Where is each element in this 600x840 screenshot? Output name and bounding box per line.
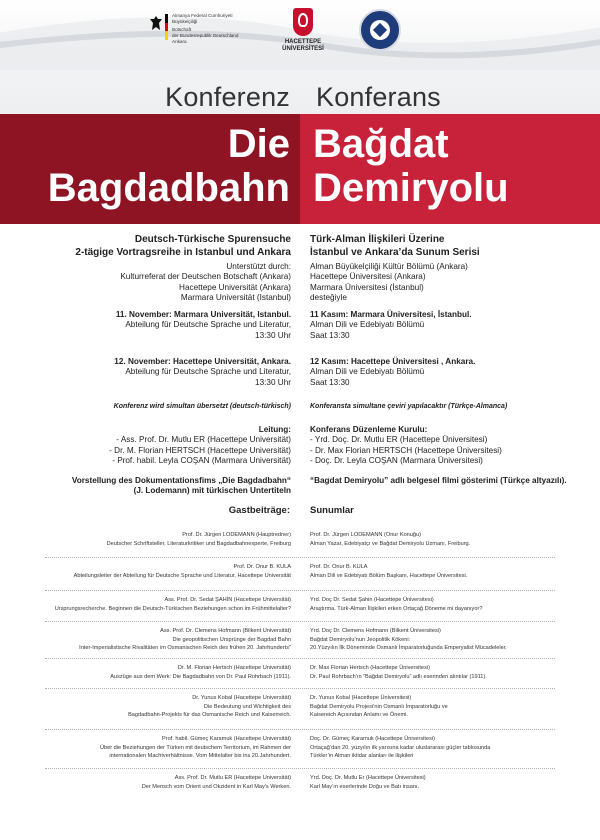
speaker-de-name: Ass. Prof. Dr. Mutlu ER (Hacettepe Universität) xyxy=(174,775,291,781)
embassy-line: Büyükelçiliği xyxy=(172,19,198,24)
embassy-line: Ankara xyxy=(172,39,187,44)
speaker-de-text: Über die Beziehungen der Türken mit deutschem Territorium, im Rahmen der xyxy=(99,744,291,751)
speaker-de-text: internationalen Machtverhältnisse. Vom Mittelalter bis ins 20.Jahrhundert. xyxy=(109,753,291,760)
hacettepe-name-line: ÜNİVERSİTESİ xyxy=(282,46,324,52)
speaker-tr-text: Dr. Paul Rohrbach’ın “Bağdat Demiryolu” adlı eserinden alıntılar (1911). xyxy=(310,673,487,680)
speaker-de-name: Dr. M. Florian Hertsch (Hacettepe Universität) xyxy=(177,665,291,671)
speaker-de-text: Abteilungsleiter der Abteilung für Deutsche Sprache und Literatur, Hacettepe Universität xyxy=(73,572,291,579)
main-title-de-line1: Die xyxy=(227,122,290,166)
speaker-de-text: Der Mensch vom Orient und Okzident in Karl May's Werken. xyxy=(141,783,291,790)
speaker-tr-name: Yrd. Doç. Dr. Mutlu Er (Hacettepe Üniversitesi) xyxy=(310,775,426,781)
speaker-tr-text: Alman Yazar, Edebiyatçı ve Bağdat Demiryolu Uzmanı, Freiburg. xyxy=(310,540,471,547)
support-tr-line: Marmara Üniversitesi (İstanbul) xyxy=(310,282,424,292)
film-tr xyxy=(310,476,572,486)
lead-tr: - Dr. Max Florian HERTSCH (Hacettepe Üniversitesi) xyxy=(310,445,502,455)
speaker-de-name: Ass. Prof. Dr. Clemens Hofmann (Bilkent Universität) xyxy=(160,628,291,634)
speaker-de xyxy=(40,735,291,761)
speaker-tr xyxy=(310,596,572,613)
film-tr-line: “Bagdat Demiryolu” adlı belgesel filmi gösterimi (Türkçe altyazılı). xyxy=(310,476,567,485)
support-de-line: Unterstützt durch: xyxy=(226,262,291,271)
embassy-logo xyxy=(150,10,280,54)
speaker-de xyxy=(40,596,291,613)
hacettepe-name-line: HACETTEPE xyxy=(284,39,322,45)
hacettepe-emblem-icon xyxy=(293,8,313,36)
support-de-line: Marmara Universität (Istanbul) xyxy=(180,293,291,303)
speaker-de-text: Inter-Imperialistische Rivalitäten im Osmanischen Reich des frühen 20. Jahrhunderts" xyxy=(79,645,291,652)
speaker-tr-text: Karl May’ın eserlerinde Doğu ve Batı insanı. xyxy=(310,783,420,790)
speaker-tr-name: Doç. Dr. Gümeç Karamuk (Hacettepe Üniversitesi) xyxy=(310,736,435,742)
speaker-de xyxy=(40,694,291,720)
support-tr-line: Hacettepe Üniversitesi (Ankara) xyxy=(310,272,426,282)
film-de xyxy=(40,476,291,497)
speaker-tr-text: Kaisereich Açısından Anlamı ve Önemi. xyxy=(310,712,408,719)
speaker-de xyxy=(40,664,291,681)
main-title-tr xyxy=(313,122,509,210)
event2-tr xyxy=(310,357,572,388)
lead-de: - Ass. Prof. Dr. Mutlu ER (Hacettepe Universität) xyxy=(116,435,291,445)
support-de-line: Hacettepe Universität (Ankara) xyxy=(179,282,291,292)
film-de-line: (J. Lodemann) mit türkischen Untertiteln xyxy=(133,486,291,496)
main-title-tr-line1: Bağdat xyxy=(313,122,449,166)
speaker-tr-text: Bağdat Demiryolu Projesi’nin Osmanlı İmparatorluğu ve xyxy=(310,703,448,710)
lead-de: - Dr. M. Florian HERTSCH (Hacettepe Universität) xyxy=(109,445,291,455)
speaker-de-text: Die geopolitischen Ursprünge der Bagdad Bahn xyxy=(172,636,291,643)
speaker-tr xyxy=(310,531,572,548)
support-tr-line: Alman Büyükelçiliği Kültür Bölümü (Ankara) xyxy=(310,262,468,271)
lead-de: - Prof. habil. Leyla COŞAN (Marmara Universität) xyxy=(112,456,291,466)
speaker-de xyxy=(40,774,291,791)
speaker-de-name: Ass. Prof. Dr. Sedat ŞAHİN (Hacettepe Universität) xyxy=(164,597,291,603)
speaker-divider xyxy=(45,658,555,659)
speaker-tr-name: Yrd. Doç Dr. Clemens Hofmann (Bilkent Üniversitesi) xyxy=(310,628,441,634)
speaker-tr-name: Dr. Yunus Kobal (Hacettepe Üniversitesi) xyxy=(310,695,412,701)
lead-tr: - Yrd. Doç. Dr. Mutlu ER (Hacettepe Üniversitesi) xyxy=(310,435,488,445)
speaker-de xyxy=(40,627,291,653)
hacettepe-name xyxy=(277,39,329,53)
marmara-seal-logo xyxy=(359,9,401,51)
translation-note-de: Konferenz wird simultan übersetzt (deutsch-türkisch) xyxy=(113,403,291,410)
speaker-de-text: Deutscher Schriftsteller, Literaturkritiker und Bagdadbahnexperte, Freiburg xyxy=(106,540,291,547)
speaker-tr-name: Dr. Max Florian Hertsch (Hacettepe Üniversitesi) xyxy=(310,665,430,671)
speaker-tr xyxy=(310,627,572,653)
lead-tr: - Doç. Dr. Leyla COŞAN (Marmara Üniversitesi) xyxy=(310,456,483,466)
hacettepe-logo xyxy=(277,8,329,58)
speaker-tr-text: Ortaçağ’dan 20. yüzyılın ilk yarısına kadar uluslararası güçler tablosunda xyxy=(310,744,491,751)
event1-de-line: Abteilung für Deutsche Sprache und Literatur, xyxy=(125,320,291,330)
main-title-tr-line2: Demiryolu xyxy=(313,166,509,210)
guests-title-de: Gastbeiträge: xyxy=(228,505,290,516)
speaker-divider xyxy=(45,621,555,622)
event2-de-line: Abteilung für Deutsche Sprache und Literatur, xyxy=(125,367,291,377)
speaker-divider xyxy=(45,557,555,558)
speaker-tr xyxy=(310,563,572,580)
speaker-tr-name: Prof. Dr. Onur B. KULA xyxy=(310,564,368,570)
film-de-line: Vorstellung des Dokumentationsfims „Die Bagdadbahn“ xyxy=(71,476,291,485)
german-flag-icon xyxy=(165,14,168,40)
leads-de xyxy=(40,425,291,467)
speaker-de xyxy=(40,563,291,580)
speaker-de-text: Die Bedeutung und Wichtigkeit des xyxy=(203,703,291,710)
speaker-tr-text: Alman Dili ve Edebiyatı Bölüm Başkanı, Hacettepe Üniversitesi. xyxy=(310,572,468,579)
speaker-tr-text: Bağdat Demiryolu’nun Jeopolitik Kökeni: xyxy=(310,636,411,643)
event2-de-line: 12. November: Hacettepe Universität, Ankara. xyxy=(114,357,291,366)
speaker-de xyxy=(40,531,291,548)
support-tr-line: desteğiyle xyxy=(310,293,347,303)
event1-tr-line: Alman Dili ve Edebiyatı Bölümü xyxy=(310,320,425,330)
speaker-de-name: Prof. Dr. Onur B. KULA xyxy=(233,564,291,570)
speaker-tr-text: 20.Yüzyılın İlk Döneminde Osmanlı İmparatorluğunda Emperyalist Mücadeleler. xyxy=(310,645,507,652)
speaker-tr-name: Yrd. Doç Dr. Sedat Şahin (Hacettepe Üniversitesi) xyxy=(310,597,434,603)
subtitle-de xyxy=(40,233,291,259)
main-title-de-line2: Bagdadbahn xyxy=(47,166,290,210)
event2-de-line: 13:30 Uhr xyxy=(255,377,291,387)
speaker-tr xyxy=(310,694,572,720)
subtitle-tr-line: Türk-Alman İlişkileri Üzerine xyxy=(310,234,445,245)
speaker-divider xyxy=(45,729,555,730)
event1-tr xyxy=(310,310,572,341)
support-tr xyxy=(310,262,572,304)
speaker-tr xyxy=(310,664,572,681)
speaker-de-text: Bagdadbahn-Projekts für das Osmanische Reich und Kaiserreich. xyxy=(128,712,291,719)
speaker-tr-text: Türkler’in Alman iktidar alanları ile ilişkileri xyxy=(310,753,414,760)
speaker-tr xyxy=(310,735,572,761)
event1-de-line: 11. November: Marmara Universität, Istanbul. xyxy=(115,310,291,319)
event1-de-line: 13:30 Uhr xyxy=(255,330,291,340)
speaker-divider xyxy=(45,590,555,591)
event2-tr-line: 12 Kasım: Hacettepe Üniversitesi , Ankara. xyxy=(310,357,476,366)
event2-tr-line: Alman Dili ve Edebiyatı Bölümü xyxy=(310,367,425,377)
embassy-line: Almanya Federal Cumhuriyeti xyxy=(172,13,233,18)
speaker-tr xyxy=(310,774,572,791)
subtitle-tr xyxy=(310,233,572,259)
guests-title-tr: Sunumlar xyxy=(310,505,354,516)
speaker-tr-name: Prof. Dr. Jürgen LODEMANN (Onur Konuğu) xyxy=(310,532,421,538)
conference-kicker-de: Konferenz xyxy=(165,82,290,112)
speaker-de-text: Auszüge aus dem Werk: Die Bagdadbahn von Dr. Paul Rohrbach (1911). xyxy=(110,673,291,680)
embassy-text xyxy=(172,13,282,45)
speaker-de-name: Prof. Dr. Jürgen LODEMANN (Hauptredner) xyxy=(182,532,291,538)
event2-tr-line: Saat 13:30 xyxy=(310,377,350,387)
marmara-seal-icon xyxy=(370,20,390,40)
conference-kicker-tr: Konferans xyxy=(316,82,441,112)
main-title-de xyxy=(48,122,290,210)
subtitle-de-line: 2-tägige Vortragsreihe in Istanbul und Ankara xyxy=(75,247,291,258)
subtitle-de-line: Deutsch-Türkische Spurensuche xyxy=(134,234,291,245)
speaker-divider xyxy=(45,768,555,769)
embassy-line: der Bundesrepublik Deutschland xyxy=(172,33,239,38)
eagle-icon xyxy=(150,16,162,30)
speaker-tr-text: Araştırma. Türk-Alman İlişkileri erken Ortaçağ Döneme mi dayanıyor? xyxy=(310,605,483,612)
support-de xyxy=(40,262,291,304)
event2-de xyxy=(40,357,291,388)
leads-de-title: Leitung: xyxy=(258,425,291,434)
event1-tr-line: Saat 13:30 xyxy=(310,330,350,340)
event1-tr-line: 11 Kasım: Marmara Üniversitesi, İstanbul. xyxy=(310,310,472,319)
event1-de xyxy=(40,310,291,341)
support-de-line: Kulturreferat der Deutschen Botschaft (Ankara) xyxy=(120,272,291,282)
leads-tr-title: Konferans Düzenleme Kurulu: xyxy=(310,425,428,434)
subtitle-tr-line: İstanbul ve Ankara’da Sunum Serisi xyxy=(310,247,480,258)
translation-note-tr: Konferansta simultane çeviri yapılacaktır (Türkçe-Almanca) xyxy=(310,403,508,410)
speaker-divider xyxy=(45,688,555,689)
speaker-de-text: Ursprungsrecherche. Beginnen die Deutsch-Türkischen Beziehungen schon im Frühmittelalter? xyxy=(54,605,291,612)
speaker-de-name: Dr. Yunus Kobal (Hacettepe Universität) xyxy=(192,695,291,701)
leads-tr xyxy=(310,425,572,467)
embassy-line: Botschaft xyxy=(172,27,192,32)
speaker-de-name: Prof. habil. Gümeç Karamuk (Hacettepe Universität) xyxy=(161,736,291,742)
